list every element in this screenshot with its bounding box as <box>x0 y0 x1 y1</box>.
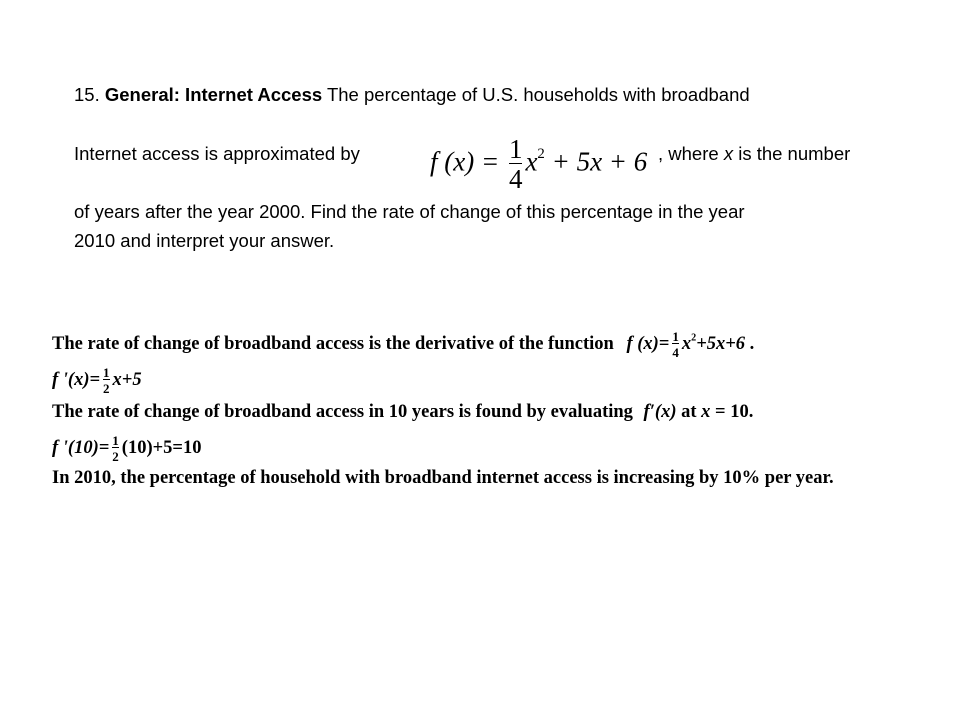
solution-line-3: The rate of change of broadband access in 10 years is found by evaluating f′(x) at x = 10. <box>52 402 754 422</box>
problem-line-2-text: Internet access is approximated by <box>74 143 360 164</box>
problem-number: 15. <box>74 84 100 105</box>
solution-line-2: f '(x)= $\frac{1}{2}$ x+5 <box>52 365 142 396</box>
problem-heading: General: Internet Access <box>104 84 323 105</box>
solution-formula-1: f (x)= $\frac{1}{4}$ $x^2+5x+6$ . <box>626 329 755 360</box>
solution-line-1: The rate of change of broadband access is the derivative of the function f (x)= $\frac{1}{4}$ $x^2+5x+6$ . <box>52 329 755 360</box>
problem-line-3: of years after the year 2000. Find the rate of change of this percentage in the year <box>74 201 745 222</box>
formula-fraction: $\frac{1}{4}$ <box>508 134 523 194</box>
formula-rest: + 5x + 6 <box>551 146 648 177</box>
problem-line-4: 2010 and interpret your answer. <box>74 230 335 251</box>
problem-line-1-text: The percentage of U.S. households with broadband <box>326 84 750 105</box>
problem-line-2 <box>74 143 360 165</box>
problem-variable-x: x <box>723 143 734 164</box>
solution-line-4: f '(10)= $\frac{1}{2}$ (10)+5=10 <box>52 433 202 464</box>
formula-lhs: f (x) = <box>430 146 500 177</box>
problem-line-2-end: , where x is the number <box>658 143 851 164</box>
problem-line-1 <box>74 84 750 106</box>
main-formula: f (x) = $\frac{1}{4}$ $x^2 + 5x + 6$ <box>430 134 648 194</box>
solution-line-5: In 2010, the percentage of household with broadband internet access is increasing by 10% per year. <box>52 468 834 488</box>
